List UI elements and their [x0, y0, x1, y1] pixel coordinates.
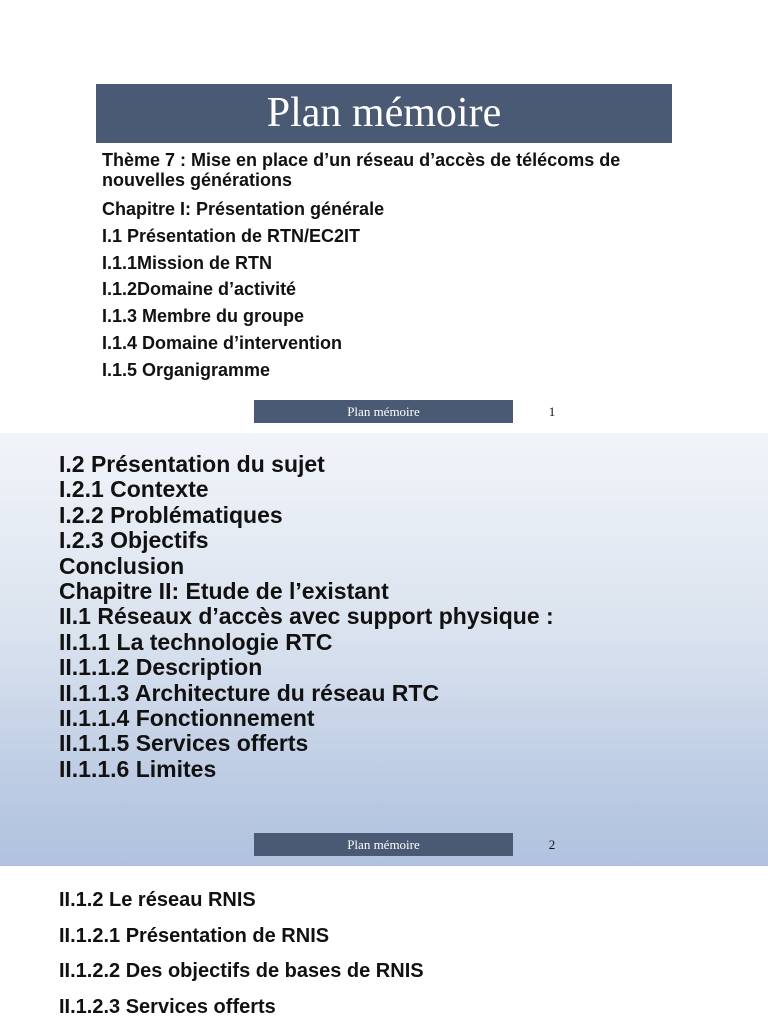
- outline-item: II.1.1 La technologie RTC: [59, 628, 333, 655]
- slide-footer: Plan mémoire: [254, 833, 513, 856]
- outline-item: Conclusion: [59, 552, 185, 579]
- outline-item: II.1.1.4 Fonctionnement: [59, 704, 315, 731]
- slide-2: [0, 433, 768, 866]
- outline-item: II.1.2.3 Services offerts: [59, 995, 276, 1018]
- outline-item: II.1.2.2 Des objectifs de bases de RNIS: [59, 960, 424, 982]
- outline-item: Chapitre II: Etude de l’existant: [59, 577, 389, 604]
- outline-item: II.1.2 Le réseau RNIS: [59, 889, 256, 911]
- outline-item: I.1.3 Membre du groupe: [102, 306, 305, 327]
- outline-item: II.1.1.3 Architecture du réseau RTC: [59, 679, 440, 706]
- theme-heading: Thème 7 : Mise en place d’un réseau d’accès de télécoms de nouvelles générations: [102, 150, 621, 190]
- slide-1: [0, 0, 768, 433]
- outline-item: I.1 Présentation de RTN/EC2IT: [102, 225, 361, 246]
- outline-item: II.1.1.5 Services offerts: [59, 730, 309, 757]
- outline-item: I.1.4 Domaine d’intervention: [102, 332, 343, 353]
- page-number: 1: [548, 404, 556, 419]
- outline-item: II.1.1.2 Description: [59, 654, 263, 681]
- outline-item: I.2.2 Problématiques: [59, 501, 283, 528]
- outline-item: I.1.1Mission de RTN: [102, 252, 273, 273]
- slide-3: [0, 866, 768, 1024]
- page-number: 2: [548, 837, 556, 852]
- outline-item: I.2.3 Objectifs: [59, 527, 209, 554]
- outline-list: [59, 883, 749, 1024]
- outline-list: [102, 150, 692, 384]
- outline-item: II.1 Réseaux d’accès avec support physique :: [59, 603, 554, 630]
- slide-title: Plan mémoire: [96, 84, 672, 143]
- outline-item: I.1.2Domaine d’activité: [102, 279, 297, 300]
- outline-item: I.2.1 Contexte: [59, 476, 209, 503]
- outline-item: Chapitre I: Présentation générale: [102, 199, 385, 219]
- slide-footer: Plan mémoire: [254, 400, 513, 423]
- outline-item: I.2 Présentation du sujet: [59, 451, 325, 477]
- outline-list: [59, 452, 749, 782]
- outline-item: I.1.5 Organigramme: [102, 359, 271, 380]
- outline-item: II.1.2.1 Présentation de RNIS: [59, 924, 330, 947]
- outline-item: II.1.1.6 Limites: [59, 755, 217, 782]
